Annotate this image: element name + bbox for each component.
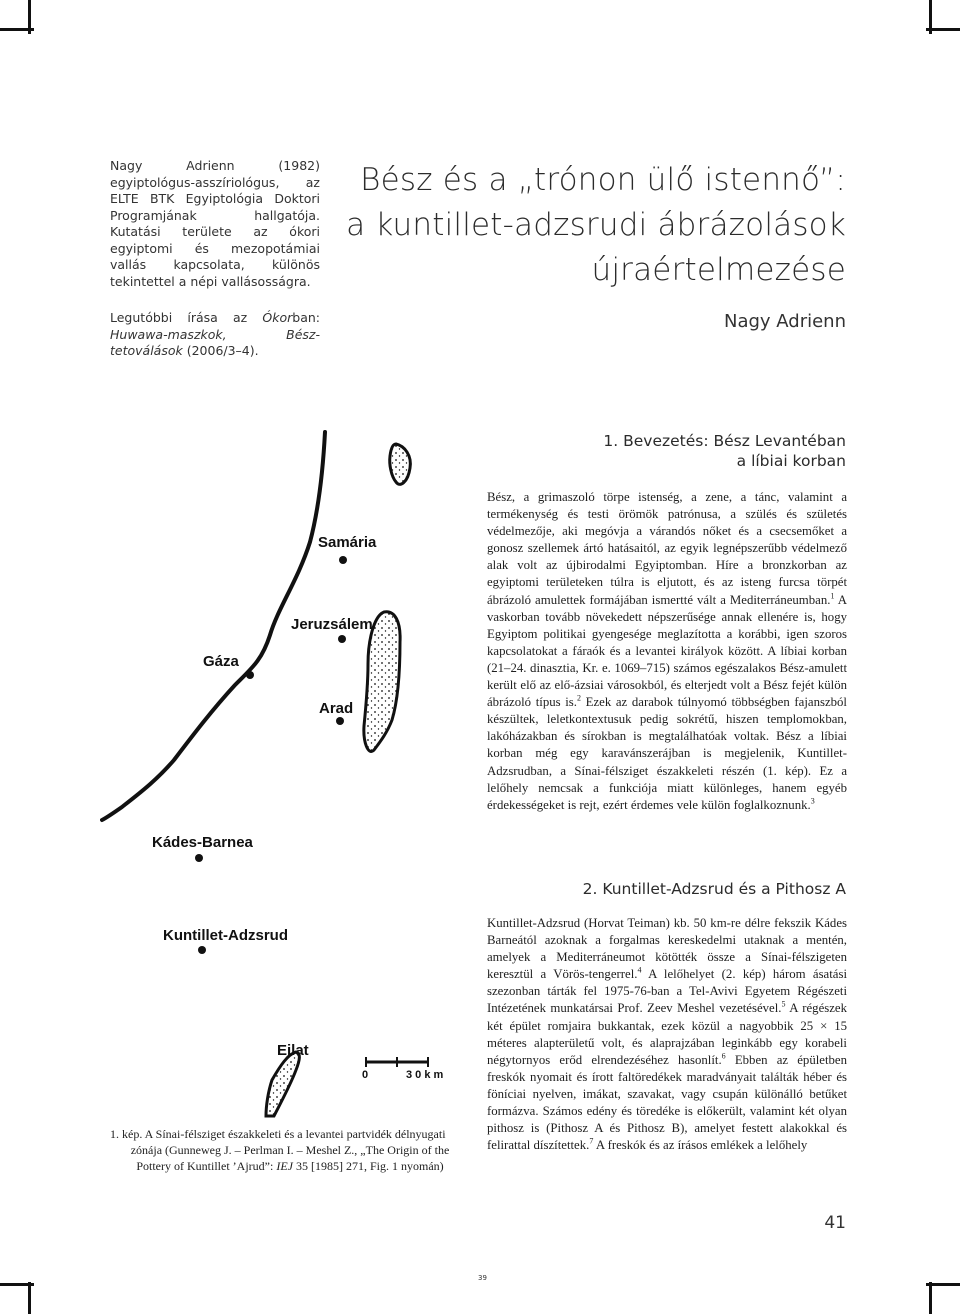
crop-mark <box>0 1283 34 1286</box>
crop-mark <box>28 1282 31 1314</box>
gaza-dot <box>246 671 254 679</box>
section-2-paragraph <box>487 915 847 1154</box>
title-line: Bész és a „trónon ülő istennő”: <box>360 162 846 198</box>
section-heading-1-line2: a líbiai korban <box>736 452 846 470</box>
article-title <box>340 158 846 293</box>
bio-journal-suffix: ban: <box>292 310 320 325</box>
caption-line: zónája (Gunneweg J. – Perlman I. – Meshel Z., „The Origin of the <box>130 1143 450 1157</box>
section-heading-1-line1: 1. Bevezetés: Bész Levantéban <box>603 432 846 450</box>
section-1-paragraph <box>487 489 847 814</box>
section-heading-2: 2. Kuntillet-Adzsrud és a Pithosz A <box>582 880 846 898</box>
caption-line-3 <box>110 1158 470 1174</box>
bio-latest <box>110 310 320 360</box>
footnote-ref: 7 <box>589 1136 594 1146</box>
crop-mark <box>929 1282 932 1314</box>
caption-text: Pottery of Kuntillet ’Ajrud”: <box>136 1159 277 1173</box>
samaria-dot <box>339 556 347 564</box>
section1-text-c: Ezek az darabok túlnyomó többségben fajanszból készültek, leletkontextusuk pedig sokrétű, hiszen templomokban, lakóházakban és sírokban is megtalálhatóak voltak. Bész a líbiai korban még egy karavánszerájban is megjelenik, Kuntillet-Adzsrudban, a Sínai-félsziget északkeleti részén (1. kép). Ez a lelőhely nemcsak a funkciója miatt különleges, hanem egyéb érdekességeket is rejt, ezért érdemes vele külön foglalkoznunk. <box>487 695 847 812</box>
section1-text-b: A vaskorban tovább növekedett népszerűsége annak ellenére is, hogy Egyiptom politikai gyengesége meglazította a korábbi, igen szoros kapcsolatokat a fáraók és a levantei királyok között. A líbiai korban (21–24. dinasztia, Kr. e. 1069–715) számos egészalakos Bész-amulett került elő az elő-ázsiai városokból, és elterjedt volt a Bész fejét külön ábrázoló típus is. <box>487 592 847 710</box>
section2-text-c: A régészek két épület romjaira bukkantak, ezek közül a nagyobbik 25 × 15 méteres alapterületű volt, és alaprajzában leginkább egy korabeli négytornyos erőd elrendezéséhez hasonlít. <box>487 1001 847 1067</box>
section-heading-1 <box>603 431 846 471</box>
bio-latest-issue: (2006/3–4). <box>182 343 259 358</box>
crop-mark <box>0 28 34 31</box>
crop-mark <box>926 1283 960 1286</box>
bio-latest-title: Huwawa-maszkok, Bész-tetoválások <box>110 326 320 358</box>
section2-text-e: A freskók és az írásos emlékek a lelőhely <box>593 1138 808 1153</box>
map-figure <box>100 430 460 1120</box>
footnote-ref: 2 <box>576 693 581 703</box>
title-line: újraértelmezése <box>591 252 846 288</box>
arad-label: Arad <box>319 700 354 717</box>
caption-text: 35 [1985] 271, Fig. 1 nyomán) <box>292 1159 444 1173</box>
kuntillet-label: Kuntillet-Adzsrud <box>163 927 288 944</box>
sea-of-galilee <box>390 444 411 484</box>
caption-line: 1. kép. A Sínai-félsziget északkeleti és a levantei partvidék délnyugati <box>110 1127 446 1141</box>
footnote-ref: 3 <box>810 796 815 806</box>
kuntillet-dot <box>198 946 206 954</box>
scale-end-label: 3 0 k m <box>406 1069 444 1081</box>
author-bio <box>110 158 320 360</box>
scale-start-label: 0 <box>362 1069 369 1081</box>
caption-journal: IEJ <box>276 1159 293 1173</box>
jeruzsalem-dot <box>338 635 346 643</box>
gulf-of-eilat <box>266 1052 299 1116</box>
footnote-ref: 4 <box>637 966 642 976</box>
gaza-label: Gáza <box>203 653 239 670</box>
kades-label: Kádes-Barnea <box>152 834 253 851</box>
title-line: a kuntillet-adzsrudi ábrázolások <box>346 207 846 243</box>
bio-latest-prefix: Legutóbbi írása az <box>110 310 263 325</box>
arad-dot <box>336 717 344 725</box>
footnote-ref: 5 <box>781 1000 786 1010</box>
footer-number: 39 <box>478 1274 487 1282</box>
section2-text-d: Ebben az épületben freskók nyomait és írott faltöredékek maradványait találták héber és föníciai nyelven, imákat, szavakat, vagy csupán különálló betűket formázva. Számos edény és töredéke is előkerült, valamint két olyan pithosz is (Pithosz A és Pithosz B), amelyet festett alakokkal és felirattal díszítettek. <box>487 1052 847 1153</box>
page-number: 41 <box>824 1213 846 1233</box>
bio-text: Nagy Adrienn (1982) egyiptológus-asszíriológus, az ELTE BTK Egyiptológia Doktori Programjának hallgatója. Kutatási területe az ókori egyiptomi és mezopotámiai vallás kapcsolata, különös tekintettel a népi vallásosságra. <box>110 158 320 289</box>
footnote-ref: 6 <box>721 1051 726 1061</box>
eilat-label: Eilat <box>277 1042 309 1059</box>
figure-caption <box>110 1126 470 1174</box>
footnote-ref: 1 <box>830 591 835 601</box>
samaria-label: Samária <box>318 534 377 551</box>
kades-dot <box>195 854 203 862</box>
section2-text-b: A lelőhelyet (2. kép) három ásatási szezonban tárták fel 1975-76-ban a Tel-Avivi Egyetem Régészeti Intézetének munkatársai Prof. Zeev Meshel vezetésével. <box>487 967 847 1016</box>
section2-text-a: Kuntillet-Adzsrud (Horvat Teiman) kb. 50 km-re délre fekszik Kádes Barneától azoknak a forgalmas kereskedelmi utaknak a mentén, amelyek a Mediterráneumot kötötték össze a Sínai-félszigeten keresztül a Vörös-tengerrel. <box>487 916 847 982</box>
bio-journal: Ókor <box>262 310 293 325</box>
jeruzsalem-label: Jeruzsálem <box>291 616 373 633</box>
section1-text-a: Bész, a grimaszoló törpe istenség, a zene, a tánc, valamint a termékenység és testi örömök patrónusa, a szülés és születés védelmezője, aki megóvja a várandós nőket és a csecsemőket a gonosz szellemek ártó hatásaitól, az egyik legnépszerűbb védelmező alak volt az újbirodalmi Egyiptomban. Híre a bronzkorban az egyiptomi területeken túlra is eljutott, és az isteng furcsa törpét ábrázoló amulettek formájában ismertté vált a Mediterráneumban. <box>487 490 847 607</box>
article-author: Nagy Adrienn <box>723 311 846 332</box>
crop-mark <box>926 28 960 31</box>
